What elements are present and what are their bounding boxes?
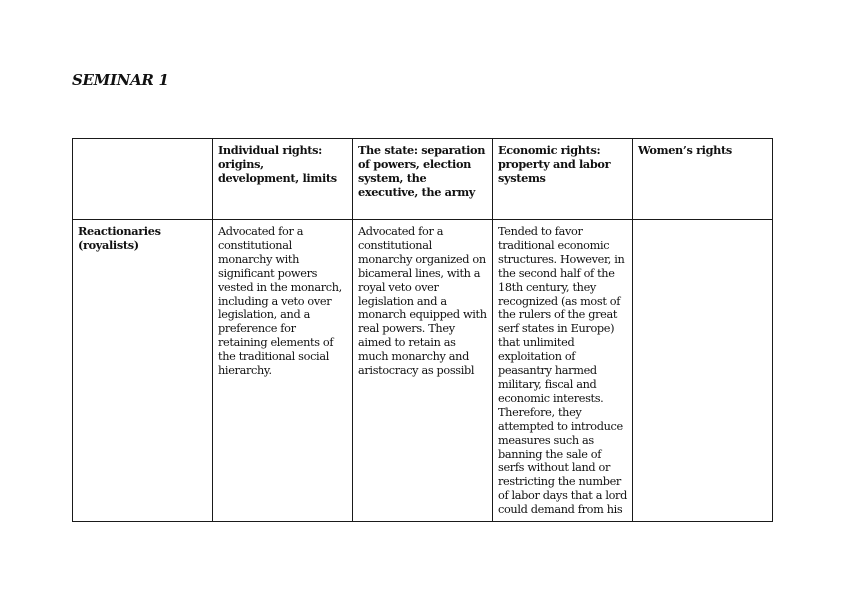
table-row xyxy=(73,220,773,522)
header-cell-womens-rights: Women’s rights xyxy=(633,139,773,220)
header-cell-individual-rights: Individual rights: origins, development, limits xyxy=(213,139,353,220)
header-cell-economic-rights: Economic rights: property and labor systems xyxy=(493,139,633,220)
cell-individual-rights: Advocated for a constitutional monarchy with significant powers vested in the monarch, including a veto over legislation, and a preference for retaining elements of the traditional social hierarchy. xyxy=(213,220,353,522)
page-title: SEMINAR 1 xyxy=(72,71,169,89)
cell-womens-rights xyxy=(633,220,773,522)
table-header-row xyxy=(73,139,773,220)
comparison-table xyxy=(72,138,773,522)
cell-economic-rights: Tended to favor traditional economic structures. However, in the second half of the 18th century, they recognized (as most of the rulers of the great serf states in Europe) that unlimited exploitation of peasantry harmed military, fiscal and economic interests. Therefore, they attempted to introduce measures such as banning the sale of serfs without land or restricting the number of labor days that a lord could demand from his xyxy=(493,220,633,522)
header-cell-the-state: The state: separation of powers, election system, the executive, the army xyxy=(353,139,493,220)
header-cell-empty xyxy=(73,139,213,220)
row-label-reactionaries: Reactionaries (royalists) xyxy=(73,220,213,522)
cell-the-state: Advocated for a constitutional monarchy organized on bicameral lines, with a royal veto over legislation and a monarch equipped with real powers. They aimed to retain as much monarchy and aristocracy as possibl xyxy=(353,220,493,522)
